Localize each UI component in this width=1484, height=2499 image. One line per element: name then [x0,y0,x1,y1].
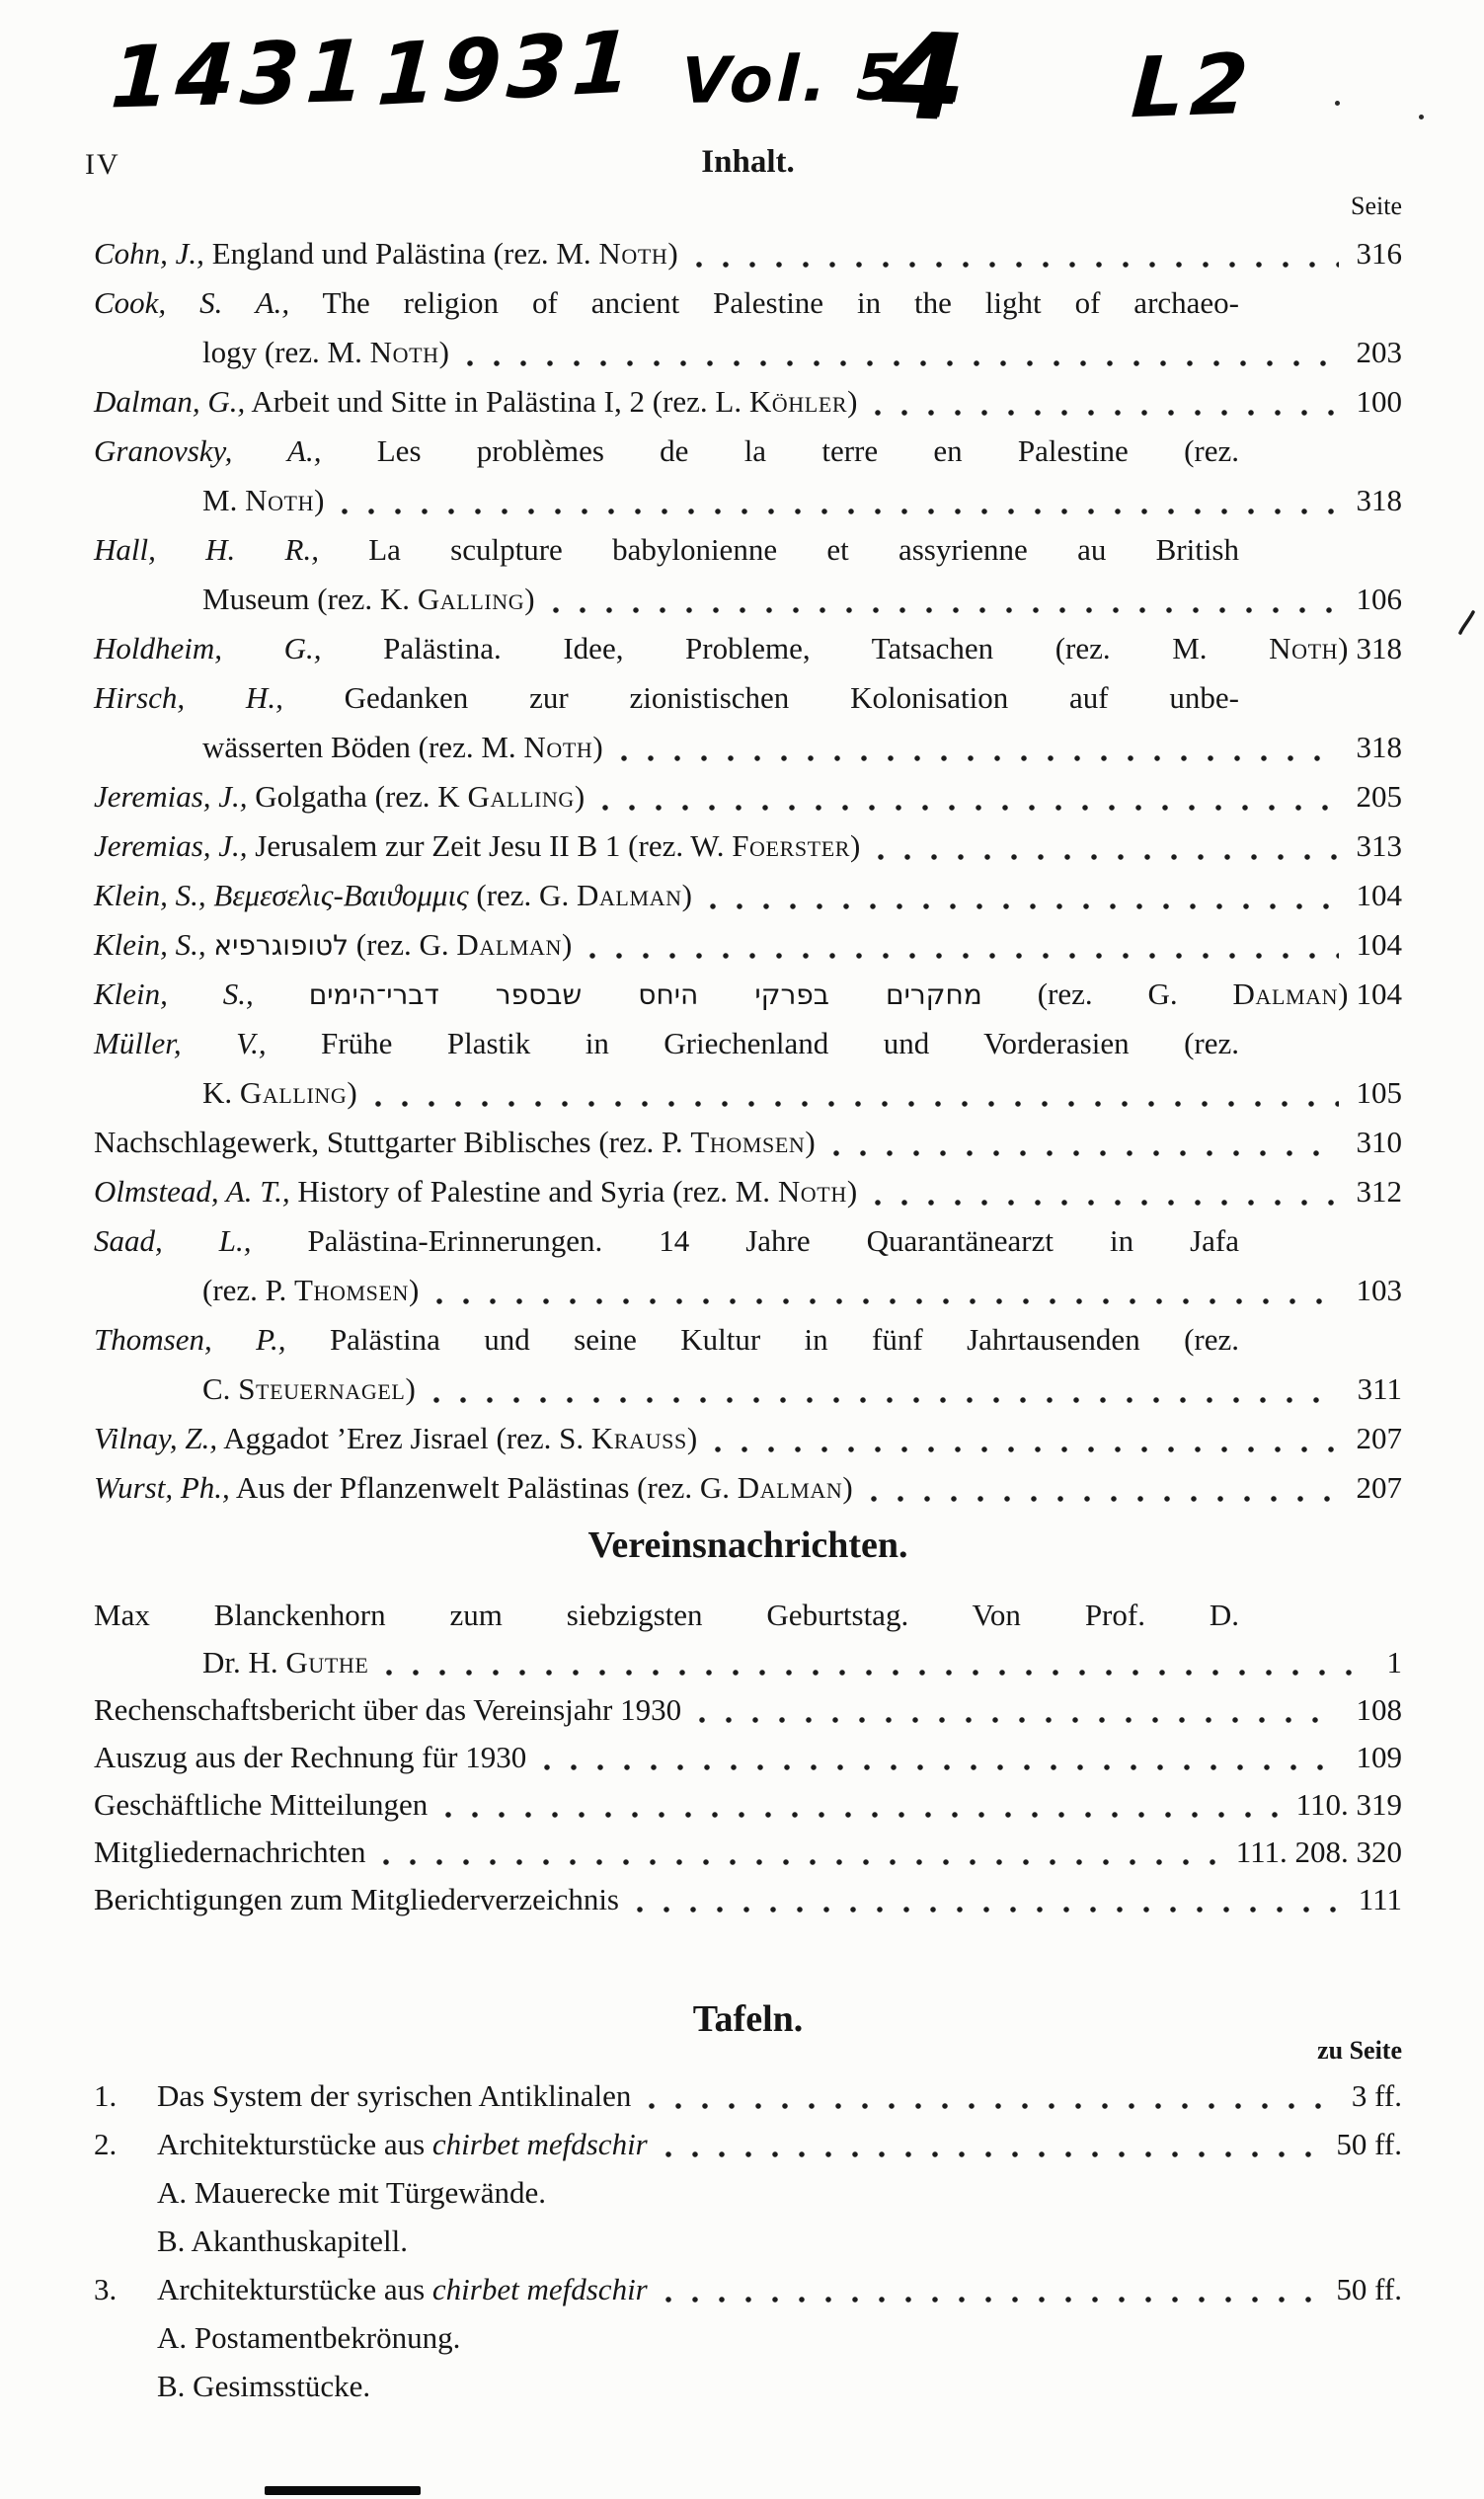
entry-line-text [157,2120,648,2168]
entry-text: Gedanken zur zionistischen Kolonisation auf unbe- [282,680,1240,715]
dot-leader [692,229,1339,278]
page-number: 207 [1356,1470,1402,1505]
entry-line-text [202,575,535,624]
page-number: 310 [1356,1125,1402,1159]
author-name: Klein, S., [94,976,254,1011]
entry-line-text [94,1876,619,1923]
entry-text: Arbeit und Sitte in Palästina I, 2 (rez. L. [245,384,749,419]
author-name: Saad, L., [94,1223,252,1258]
toc-row [94,1414,1402,1463]
toc-row [94,871,1402,920]
dot-leader [430,1365,1340,1414]
toc-row [94,1118,1402,1167]
scan-artifact-margin-mark [1457,608,1479,644]
reviewer-name: Foerster [732,828,851,863]
page-number: 316 [1356,236,1402,271]
reviewer-name: Dalman [576,878,682,912]
entry-text: Museum (rez. K. [202,582,418,616]
dot-leader [586,920,1338,970]
toc-row [94,2168,1402,2217]
entry-text: Jerusalem zur Zeit Jesu II B 1 (rez. W. [247,828,733,863]
toc-row [94,1068,1402,1118]
reviewer-name: Noth [598,236,668,271]
entry-text: (rez. G. [981,976,1233,1011]
page-number: 106 [1356,582,1402,616]
entry-text: La sculpture babylonienne et assyrienne au British [318,532,1239,567]
entry-text: Aggadot ’Erez Jisrael (rez. S. [217,1421,591,1455]
entry-text: B. Gesimsstücke. [157,2369,371,2403]
entry-text: ) [524,582,535,616]
toc-row [94,2217,1402,2265]
dot-leader [540,1734,1338,1781]
dot-leader [871,377,1338,427]
entry-line-text [94,1315,1239,1365]
toc-row [94,821,1402,871]
entry-text: ) [405,1371,416,1406]
toc-row [94,772,1402,821]
author-name: Müller, V., [94,1026,267,1060]
entry-line-text [94,970,1349,1020]
page-number: 103 [1356,1273,1402,1307]
entry-text: ) [667,236,678,271]
entry-line-text [94,821,860,871]
page-number: 318 [1356,631,1402,665]
entry-line-text [202,1266,419,1315]
plate-number: 1. [94,2078,117,2113]
toc-row [94,1463,1402,1513]
toc-row [94,1216,1402,1266]
entry-text: ) [1338,631,1349,665]
page-number: 104 [1356,878,1402,912]
dot-leader [633,1876,1341,1923]
entry-text: Architekturstücke aus [157,2272,432,2306]
entry-text: The religion of ancient Palestine in the light of archaeo- [289,285,1239,320]
page-number: 313 [1356,828,1402,863]
entry-text: Frühe Plastik in Griechenland und Vorderasien (rez. [266,1026,1239,1060]
entry-text: Aus der Pflanzenwelt Palästinas (rez. G. [229,1470,738,1505]
section-heading-vereinsnachrichten: Vereinsnachrichten. [587,1524,908,1566]
reviewer-name: Noth [245,483,315,517]
hebrew-title: לטופוגרפיא [213,929,350,962]
toc-row [94,1167,1402,1216]
entry-line-text [157,2313,460,2362]
reviewer-name: Dalman [1232,976,1339,1011]
page-number: 104 [1356,927,1402,962]
reviewer-name: Thomsen [690,1125,806,1159]
author-name: Dalman, G., [94,384,246,419]
entry-text: wässerten Böden (rez. M. [202,730,524,764]
entry-line-text [94,1019,1239,1068]
entry-line-text [94,1414,697,1463]
toc-row [94,723,1402,772]
entry-text: ) [1338,976,1349,1011]
entry-line-text [94,377,857,427]
entry-line-text [94,278,1239,328]
entry-line-text [94,1829,365,1876]
toc-row [94,1876,1402,1923]
italic-term: chirbet mefdschir [431,2127,648,2161]
toc-row [94,624,1402,673]
dot-leader [711,1414,1338,1463]
page-number: 311 [1357,1371,1402,1406]
toc-row [94,328,1402,377]
author-name: Vilnay, Z., [94,1421,218,1455]
dot-leader [432,1266,1338,1315]
author-name: Wurst, Ph., [94,1470,230,1505]
entry-text: England und Palästina (rez. M. [203,236,599,271]
toc-row [94,278,1402,328]
entry-text: Max Blanckenhorn zum siebzigsten Geburtstag. Von Prof. D. [94,1598,1239,1632]
handwritten-annotation-accession: 1431 [108,22,373,128]
entry-text: (rez. G. [349,927,457,962]
hebrew-title: מחקרים בפרקי היחס שבספר דברי־הימים [308,978,982,1011]
entry-line-text [202,1068,357,1118]
entry-line-text [157,2071,631,2120]
entry-line-text [202,328,449,377]
entry-line-text [94,871,692,920]
toc-row [94,1686,1402,1734]
reviewer-name: Galling [467,779,575,814]
entry-text: Palästina-Erinnerungen. 14 Jahre Quarantänearzt in Jafa [251,1223,1239,1258]
author-name: Hirsch, H., [94,680,283,715]
entry-text: ) [681,878,692,912]
entry-line-text [202,476,324,525]
toc-row [94,427,1402,476]
entry-line-text [202,723,603,772]
author-name: Cook, S. A., [94,285,290,320]
toc-row [94,2313,1402,2362]
entry-text: Nachschlagewerk, Stuttgarter Biblisches (rez. P. [94,1125,691,1159]
entry-text: ) [847,384,858,419]
page-number: 205 [1356,779,1402,814]
dot-leader [371,1068,1339,1118]
handwritten-annotation-volume: Vol. 5 [679,41,906,118]
dot-leader [441,1781,1278,1829]
dot-leader [645,2071,1333,2120]
author-name: Klein, S., [94,878,206,912]
entry-text: ) [592,730,603,764]
reviewer-name: Galling [239,1075,348,1110]
toc-row [94,1266,1402,1315]
toc-row [94,1734,1402,1781]
entry-text: ) [850,828,861,863]
toc-row [94,1781,1402,1829]
page-number: 105 [1356,1075,1402,1110]
reviewer-name: Guthe [285,1645,369,1679]
entry-line-text [94,525,1239,575]
squiggle-shape [1457,610,1479,636]
toc-row [94,377,1402,427]
dot-leader [382,1639,1368,1686]
entry-text: ) [686,1421,698,1455]
entry-text: M. [202,483,246,517]
page-number: 203 [1356,335,1402,369]
author-name: Thomsen, P., [94,1322,286,1357]
page-number-roman: IV [85,148,120,181]
dot-leader [874,821,1338,871]
reviewer-name: Köhler [748,384,848,419]
handwritten-annotation-year: 1931 [374,12,640,126]
review-entries-list [94,229,1402,1513]
entry-line-text [94,1592,1239,1639]
entry-line-text [94,920,572,971]
page-number: 318 [1356,730,1402,764]
entry-text: Dr. H. [202,1645,286,1679]
reviewer-name: Noth [523,730,593,764]
toc-row [94,2071,1402,2120]
toc-row [94,2120,1402,2168]
entry-text: Berichtigungen zum Mitgliederverzeichnis [94,1882,619,1916]
entry-text: ) [438,335,449,369]
dot-leader [549,575,1339,624]
toc-row [94,575,1402,624]
entry-text: B. Akanthuskapitell. [157,2224,409,2258]
page-number: 50 ff. [1336,2272,1402,2306]
author-name: Granovsky, A., [94,433,322,468]
entry-text: (rez. P. [202,1273,294,1307]
page-number: 104 [1356,976,1402,1011]
entry-text: Palästina und seine Kultur in fünf Jahrtausenden (rez. [285,1322,1239,1357]
entry-text: ) [574,779,586,814]
entry-text: Mitgliedernachrichten [94,1835,366,1869]
entry-line-text [94,1463,853,1513]
entry-text: K. [202,1075,240,1110]
author-name: Hall, H. R., [94,532,319,567]
dot-leader [829,1118,1339,1167]
author-name: Cohn, J., [94,236,204,271]
toc-row [94,1829,1402,1876]
dot-leader [617,723,1339,772]
page-number: 1 [1386,1645,1402,1679]
entry-text: A. Postamentbekrönung. [157,2320,461,2355]
reviewer-name: Thomsen [293,1273,410,1307]
reviewer-name: Krauss [590,1421,687,1455]
toc-row [94,2362,1402,2410]
entry-text: logy (rez. M. [202,335,370,369]
vereinsnachrichten-list [94,1592,1402,1923]
entry-text: ) [562,927,573,962]
page-number: 318 [1356,483,1402,517]
entry-line-text [157,2265,648,2313]
entry-text: A. Mauerecke mit Türgewände. [157,2175,546,2210]
entry-text: Rechenschaftsbericht über das Vereinsjahr 1930 [94,1692,682,1727]
scan-artifact-speck [1335,101,1340,106]
page-number: 207 [1356,1421,1402,1455]
section-heading-tafeln: Tafeln. [692,1998,804,2040]
entry-line-text [94,1167,857,1216]
entry-line-text [157,2217,408,2265]
entry-text: Auszug aus der Rechnung für 1930 [94,1740,527,1774]
toc-row [94,2265,1402,2313]
page-number: 111 [1358,1882,1402,1916]
entry-line-text [202,1365,416,1414]
entry-line-text [94,1118,816,1167]
entry-text: ) [805,1125,816,1159]
toc-row [94,229,1402,278]
scan-artifact-bottom-strip [265,2486,421,2495]
dot-leader [662,2265,1319,2313]
dot-leader [338,476,1338,525]
page-number: 3 ff. [1351,2078,1402,2113]
reviewer-name: Noth [1269,631,1339,665]
page-number: 312 [1356,1174,1402,1209]
plate-number: 2. [94,2127,117,2161]
reviewer-name: Dalman [456,927,563,962]
dot-leader [871,1167,1338,1216]
entry-text: Les problèmes de la terre en Palestine (rez. [321,433,1239,468]
entry-line-text [94,229,678,278]
author-name: Jeremias, J., [94,779,248,814]
entry-line-text [202,1639,368,1686]
greek-title: Βεμεσελις-Βαιϑομμις [213,878,469,912]
page-number: 100 [1356,384,1402,419]
entry-line-text [94,1686,681,1734]
reviewer-name: Galling [417,582,525,616]
toc-row [94,525,1402,575]
entry-text [254,976,309,1011]
toc-row [94,1365,1402,1414]
page-number: 109 [1356,1740,1402,1774]
handwritten-annotation-shelfmark: L2 [1129,35,1257,137]
entry-text: C. [202,1371,239,1406]
reviewer-name: Dalman [737,1470,843,1505]
entry-line-text [94,1781,428,1829]
page-number: 110. 319 [1295,1787,1402,1822]
entry-line-text [94,1734,526,1781]
entry-text: Geschäftliche Mitteilungen [94,1787,429,1822]
toc-row [94,673,1402,723]
plate-number: 3. [94,2272,117,2306]
dot-leader [662,2120,1319,2168]
page-number: 50 ff. [1336,2127,1402,2161]
entry-text: ) [347,1075,357,1110]
entry-line-text [94,427,1239,476]
tafeln-plates-list [94,2071,1402,2410]
reviewer-name: Noth [369,335,439,369]
page-number: 108 [1356,1692,1402,1727]
entry-text: ) [409,1273,420,1307]
author-name: Olmstead, A. T., [94,1174,290,1209]
author-name: Klein, S., [94,927,206,962]
entry-line-text [94,772,585,821]
toc-row [94,476,1402,525]
toc-row [94,1639,1402,1686]
dot-leader [695,1686,1338,1734]
page-title: Inhalt. [701,144,795,180]
toc-row [94,1019,1402,1068]
entry-line-text [94,624,1349,673]
toc-row [94,920,1402,970]
entry-text: History of Palestine and Syria (rez. M. [289,1174,778,1209]
entry-line-text [94,673,1239,723]
entry-line-text [157,2362,370,2410]
italic-term: chirbet mefdschir [431,2272,648,2306]
entry-line-text [157,2168,546,2217]
entry-text: Palästina. Idee, Probleme, Tatsachen (rez. M. [321,631,1270,665]
entry-text: ) [314,483,325,517]
author-name: Jeremias, J., [94,828,248,863]
entry-text: Das System der syrischen Antiklinalen [157,2078,632,2113]
entry-text: Golgatha (rez. K [247,779,468,814]
reviewer-name: Noth [777,1174,847,1209]
entry-line-text [94,1216,1239,1266]
entry-text: (rez. G. [468,878,577,912]
toc-row [94,1315,1402,1365]
zu-seite-column-label: zu Seite [1317,2036,1402,2065]
scan-artifact-speck [1419,115,1424,119]
dot-leader [706,871,1339,920]
dot-leader [598,772,1338,821]
entry-text: Architekturstücke aus [157,2127,432,2161]
dot-leader [379,1829,1217,1876]
toc-row [94,970,1402,1019]
author-name: Holdheim, G., [94,631,322,665]
handwritten-annotation-volume-digit: 4 [880,6,973,146]
dot-leader [463,328,1339,377]
entry-text: ) [842,1470,853,1505]
toc-row [94,1592,1402,1639]
page-number: 111. 208. 320 [1235,1835,1402,1869]
dot-leader [867,1463,1339,1513]
entry-text: ) [846,1174,858,1209]
reviewer-name: Steuernagel [238,1371,406,1406]
seite-column-label: Seite [1351,192,1402,220]
